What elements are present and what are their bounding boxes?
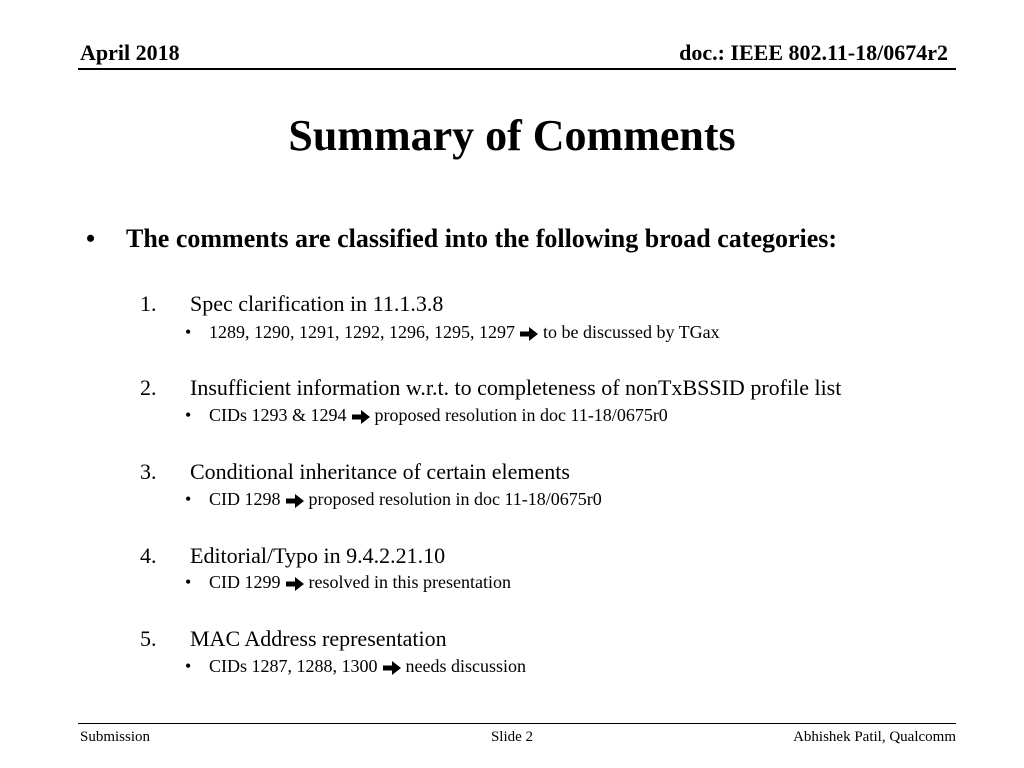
- slide-title: Summary of Comments: [288, 111, 736, 160]
- header-doc-number: doc.: IEEE 802.11-18/0674r2: [679, 40, 948, 65]
- sub-bullet-text: [209, 405, 668, 426]
- sub-bullet-text: [209, 572, 511, 593]
- sub-bullet-text: [209, 322, 720, 343]
- right-arrow-icon: [285, 493, 305, 509]
- category-number: 5.: [140, 626, 157, 651]
- header-rule: [78, 68, 956, 70]
- footer-rule: [78, 723, 956, 724]
- category-label: Conditional inheritance of certain elements: [190, 459, 570, 484]
- sub-cids: CID 1299: [209, 572, 281, 592]
- right-arrow-icon: [285, 576, 305, 592]
- sub-action: proposed resolution in doc 11-18/0675r0: [374, 405, 668, 425]
- footer-submission: Submission: [80, 729, 151, 745]
- category-number: 2.: [140, 375, 157, 400]
- sub-bullet-marker: •: [185, 405, 192, 425]
- right-arrow-icon: [351, 409, 371, 425]
- category-number: 3.: [140, 459, 157, 484]
- sub-bullet-marker: •: [185, 489, 192, 509]
- category-label: MAC Address representation: [190, 626, 447, 651]
- sub-action: proposed resolution in doc 11-18/0675r0: [308, 489, 602, 509]
- footer-author: Abhishek Patil, Qualcomm: [793, 729, 956, 745]
- sub-bullet-text: [209, 489, 602, 510]
- sub-bullet-marker: •: [185, 656, 192, 676]
- sub-bullet-marker: •: [185, 322, 192, 342]
- bullet-marker: •: [86, 224, 96, 253]
- sub-action: to be discussed by TGax: [543, 322, 720, 342]
- intro-text: The comments are classified into the following broad categories:: [126, 224, 838, 253]
- right-arrow-icon: [382, 660, 402, 676]
- sub-cids: CID 1298: [209, 489, 281, 509]
- category-label: Editorial/Typo in 9.4.2.21.10: [190, 543, 446, 568]
- category-number: 4.: [140, 543, 157, 568]
- category-label: Spec clarification in 11.1.3.8: [190, 291, 444, 316]
- sub-cids: CIDs 1293 & 1294: [209, 405, 347, 425]
- sub-action: resolved in this presentation: [308, 572, 511, 592]
- sub-bullet-marker: •: [185, 572, 192, 592]
- sub-action: needs discussion: [405, 656, 527, 676]
- header-date: April 2018: [80, 40, 180, 65]
- sub-bullet-text: [209, 656, 526, 677]
- sub-cids: 1289, 1290, 1291, 1292, 1296, 1295, 1297: [209, 322, 515, 342]
- category-number: 1.: [140, 291, 157, 316]
- footer-slide-number: Slide 2: [490, 729, 534, 745]
- category-label: Insufficient information w.r.t. to completeness of nonTxBSSID profile list: [190, 375, 842, 400]
- right-arrow-icon: [519, 326, 539, 342]
- sub-cids: CIDs 1287, 1288, 1300: [209, 656, 378, 676]
